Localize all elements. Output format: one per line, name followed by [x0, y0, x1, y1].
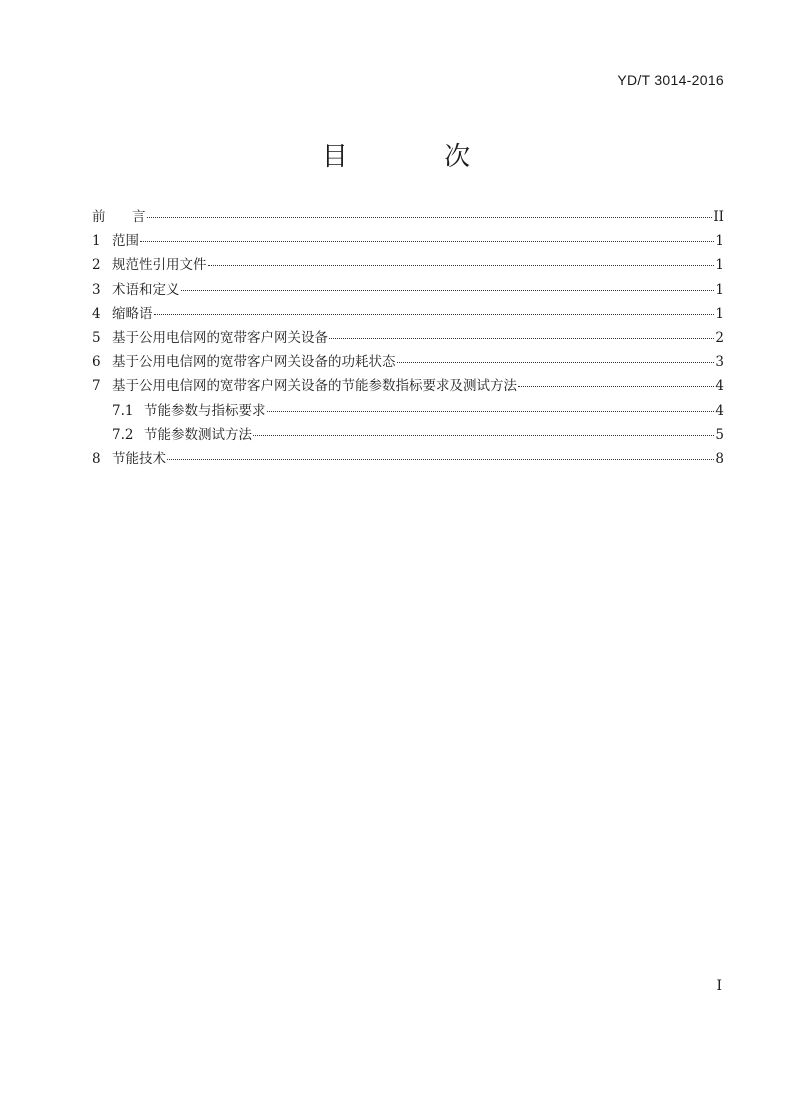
dot-leader	[147, 217, 713, 218]
toc-title: 目 次	[321, 142, 515, 172]
toc-entry-label: 术语和定义	[112, 281, 180, 298]
dot-leader	[167, 459, 714, 460]
toc-entry-7-1[interactable]	[92, 399, 724, 423]
toc-entry-7[interactable]	[92, 374, 724, 398]
toc-entry-page: 1	[715, 257, 724, 274]
toc-entry-foreword[interactable]	[92, 205, 724, 229]
toc-entry-5[interactable]	[92, 326, 724, 350]
toc-entry-page: 1	[715, 305, 724, 322]
dot-leader	[397, 362, 715, 363]
toc-entry-label: 基于公用电信网的宽带客户网关设备的节能参数指标要求及测试方法	[112, 378, 517, 395]
toc-entry-number: 2	[92, 257, 101, 274]
toc-entry-label: 节能技术	[112, 450, 166, 467]
dot-leader	[518, 386, 714, 387]
toc-entry-label: 节能参数测试方法	[144, 426, 252, 443]
table-of-contents	[92, 205, 724, 471]
toc-entry-number: 5	[92, 329, 101, 346]
toc-entry-number: 1	[92, 233, 101, 250]
toc-entry-label: 缩略语	[112, 305, 153, 322]
dot-leader	[267, 411, 715, 412]
page-number: I	[716, 978, 722, 994]
toc-entry-page: 2	[715, 329, 724, 346]
dot-leader	[329, 338, 714, 339]
toc-entry-number: 3	[92, 281, 101, 298]
dot-leader	[140, 241, 714, 242]
toc-entry-3[interactable]	[92, 278, 724, 302]
toc-entry-label: 基于公用电信网的宽带客户网关设备	[112, 329, 328, 346]
toc-entry-page: 4	[715, 378, 724, 395]
toc-entry-page: 3	[715, 354, 724, 371]
toc-entry-number: 4	[92, 305, 101, 322]
toc-entry-8[interactable]	[92, 447, 724, 471]
toc-entry-label: 规范性引用文件	[112, 257, 207, 274]
toc-entry-label: 范围	[112, 233, 139, 250]
toc-entry-number: 7	[92, 378, 101, 395]
toc-entry-label: 节能参数与指标要求	[144, 402, 266, 419]
toc-entry-6[interactable]	[92, 350, 724, 374]
dot-leader	[181, 290, 715, 291]
toc-entry-page: II	[713, 209, 724, 225]
toc-entry-page: 8	[715, 450, 724, 467]
toc-entry-label: 言	[132, 209, 146, 225]
toc-entry-number: 6	[92, 354, 101, 371]
document-code: YD/T 3014-2016	[617, 72, 724, 88]
toc-entry-number: 前	[92, 209, 106, 225]
toc-entry-number: 7.1	[112, 402, 134, 419]
dot-leader	[154, 314, 715, 315]
toc-entry-1[interactable]	[92, 229, 724, 253]
toc-entry-page: 5	[715, 426, 724, 443]
toc-entry-7-2[interactable]	[92, 423, 724, 447]
toc-entry-page: 4	[715, 402, 724, 419]
dot-leader	[253, 435, 714, 436]
dot-leader	[208, 265, 715, 266]
toc-entry-page: 1	[715, 233, 724, 250]
toc-entry-2[interactable]	[92, 253, 724, 277]
toc-entry-label: 基于公用电信网的宽带客户网关设备的功耗状态	[112, 354, 396, 371]
toc-entry-number: 7.2	[112, 426, 134, 443]
toc-entry-4[interactable]	[92, 302, 724, 326]
toc-entry-number: 8	[92, 450, 101, 467]
toc-entry-page: 1	[715, 281, 724, 298]
